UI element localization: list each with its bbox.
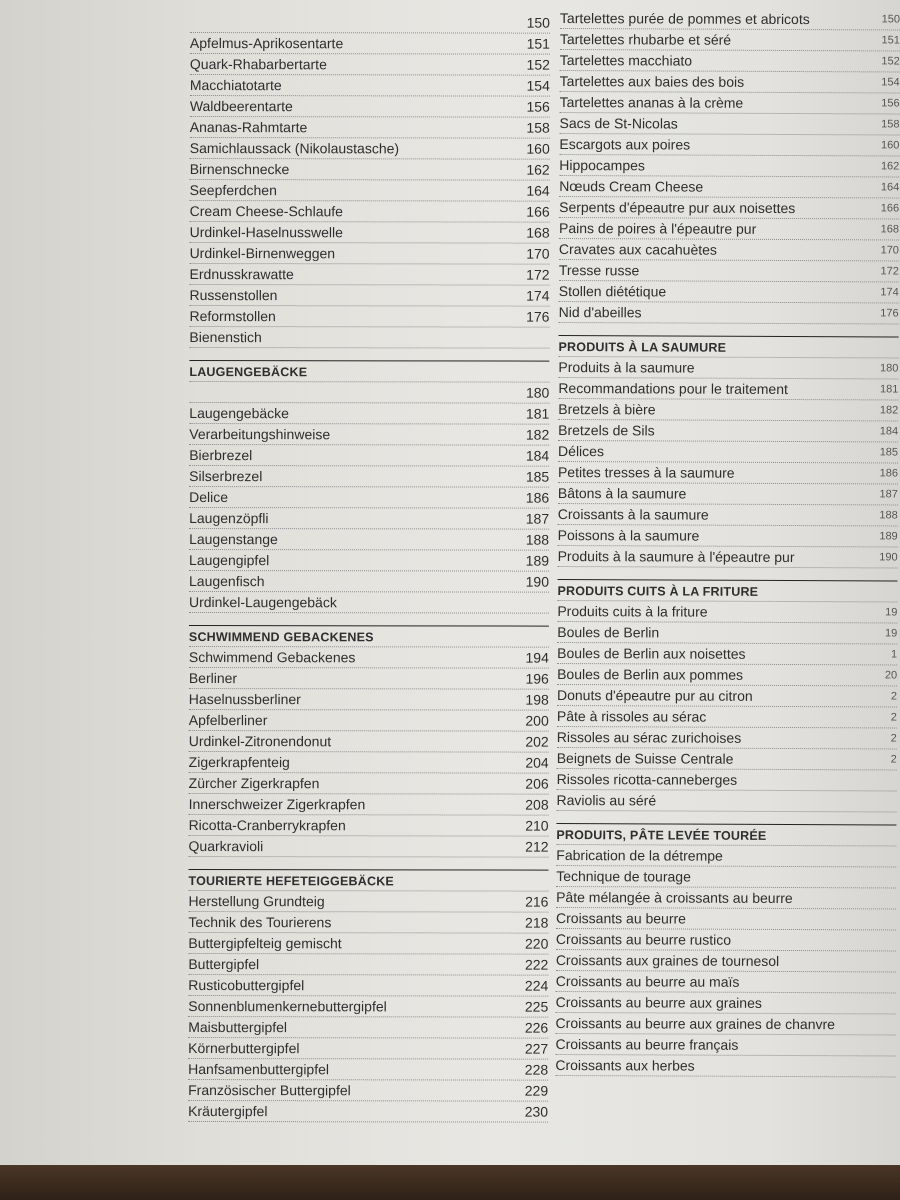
index-entry	[556, 929, 896, 951]
index-entry	[189, 571, 549, 593]
index-section	[556, 579, 897, 812]
entry-page-number: 198	[525, 691, 549, 708]
section-heading: PRODUITS CUITS À LA FRITURE	[557, 579, 897, 602]
index-entry	[556, 845, 896, 867]
index-entry	[189, 710, 549, 732]
entry-page-number: 212	[525, 838, 549, 855]
entry-page-number: 2	[890, 690, 898, 703]
entry-page-number: 204	[525, 754, 549, 771]
entry-page-number: 158	[881, 118, 900, 131]
entry-title: Fabrication de la détrempe	[556, 846, 723, 864]
index-entry	[189, 836, 549, 858]
entry-title: Reformstollen	[189, 307, 276, 325]
entry-page-number: 182	[525, 426, 550, 443]
entry-page-number: 188	[525, 531, 550, 548]
entry-page-number: 172	[880, 265, 899, 278]
index-entry	[560, 92, 900, 114]
index-entry	[189, 445, 549, 467]
entry-page-number: 176	[880, 307, 899, 320]
entry-page-number: 187	[879, 488, 898, 501]
index-entry	[555, 1055, 895, 1077]
entry-title: Délices	[558, 442, 605, 460]
entry-title: Französischer Buttergipfel	[188, 1081, 351, 1099]
entry-title: Innerschweizer Zigerkrapfen	[188, 795, 366, 813]
entry-title: Herstellung Grundteig	[188, 892, 325, 910]
entry-title: Tartelettes aux baies des bois	[559, 72, 745, 90]
index-entry	[558, 546, 898, 568]
entry-title: Croissants au beurre au maïs	[555, 972, 740, 990]
entry-title: Silserbrezel	[189, 467, 263, 485]
index-entry	[560, 29, 900, 51]
index-entry	[188, 933, 548, 955]
entry-title: Urdinkel-Laugengebäck	[188, 593, 337, 611]
index-entry	[189, 306, 549, 328]
entry-title: Cravates aux cacahuètes	[558, 240, 717, 258]
index-entry	[188, 954, 548, 976]
entry-page-number: 188	[879, 509, 898, 522]
entry-title: Laugenzöpfli	[189, 509, 269, 527]
index-section	[188, 869, 548, 1123]
index-entry	[189, 773, 549, 795]
index-entry	[189, 689, 549, 711]
entry-page-number: 154	[881, 76, 900, 89]
index-entry	[559, 113, 899, 135]
entry-title: Boules de Berlin aux noisettes	[557, 644, 746, 662]
entry-title: Croissants au beurre rustico	[555, 930, 732, 948]
index-entry	[560, 71, 900, 93]
index-entry	[190, 159, 550, 181]
entry-title: Buttergipfel	[188, 955, 260, 973]
entry-page-number: 225	[524, 998, 549, 1015]
entry-title: Nœuds Cream Cheese	[559, 177, 704, 195]
entry-title: Laugenstange	[189, 530, 278, 548]
index-entry	[556, 908, 896, 930]
entry-page-number: 151	[881, 34, 900, 47]
index-section	[558, 335, 899, 568]
entry-page-number: 182	[879, 404, 899, 417]
index-entry	[557, 601, 897, 623]
entry-page-number: 228	[524, 1061, 549, 1078]
entry-title: Quarkravioli	[188, 837, 264, 855]
entry-title: Apfelmus-Aprikosentarte	[189, 34, 344, 52]
entry-page-number: 174	[526, 287, 550, 304]
index-entry	[555, 1034, 895, 1056]
index-entry	[556, 790, 896, 812]
entry-title: Boules de Berlin aux pommes	[557, 665, 744, 683]
entry-page-number: 156	[881, 97, 900, 110]
entry-title: Croissants au beurre	[555, 909, 687, 927]
entry-page-number: 210	[525, 817, 549, 834]
entry-page-number: 187	[525, 510, 550, 527]
entry-page-number: 181	[879, 383, 899, 396]
index-entry	[557, 685, 897, 707]
entry-title: Delice	[189, 488, 229, 506]
entry-page-number: 184	[525, 447, 550, 464]
entry-title: Berliner	[188, 669, 238, 687]
entry-page-number: 160	[881, 139, 900, 152]
entry-title: Birnenschnecke	[189, 160, 290, 178]
entry-page-number: 170	[526, 245, 550, 262]
index-entry	[189, 327, 549, 349]
index-entry	[189, 550, 549, 572]
entry-page-number: 176	[526, 308, 550, 325]
entry-title: Boules de Berlin	[557, 623, 660, 641]
entry-title: Croissants au beurre aux graines de chanvre	[555, 1014, 835, 1033]
entry-title: Sonnenblumenkernebuttergipfel	[188, 997, 387, 1015]
entry-title: Maisbuttergipfel	[188, 1018, 288, 1036]
entry-page-number: 172	[526, 266, 550, 283]
index-entry	[189, 508, 549, 530]
index-entry	[190, 33, 550, 55]
index-entry	[559, 218, 899, 240]
entry-title: Ricotta-Cranberrykrapfen	[188, 816, 346, 834]
entry-page-number: 202	[525, 733, 549, 750]
index-entry	[559, 155, 899, 177]
index-entry	[556, 971, 896, 993]
entry-title: Seepferdchen	[189, 181, 277, 199]
entry-title: Schwimmend Gebackenes	[188, 648, 356, 666]
index-entry	[190, 54, 550, 76]
index-entry	[190, 138, 550, 160]
entry-page-number: 230	[524, 1103, 549, 1120]
entry-title: Sacs de St-Nicolas	[559, 114, 678, 132]
section-heading: LAUGENGEBÄCKE	[189, 360, 549, 383]
index-entry	[189, 668, 549, 690]
entry-page-number: 184	[879, 425, 899, 438]
entry-page-number: 218	[525, 914, 549, 931]
entry-title: Produits à la saumure	[558, 358, 695, 376]
entry-title: Bâtons à la saumure	[557, 484, 687, 502]
entry-page-number: 185	[879, 446, 899, 459]
section-heading: TOURIERTE HEFETEIGGEBÄCKE	[188, 869, 548, 892]
index-entry	[189, 592, 549, 614]
entry-page-number: 164	[880, 181, 900, 194]
entry-page-number: 20	[884, 669, 898, 682]
entry-page-number: 2	[890, 732, 897, 745]
entry-page-number: 194	[525, 649, 549, 666]
index-entry	[559, 281, 899, 303]
entry-title: Nid d'abeilles	[558, 303, 642, 321]
entry-title: Raviolis au séré	[556, 791, 657, 809]
index-entry	[188, 891, 548, 913]
entry-title: Waldbeerentarte	[189, 97, 293, 115]
index-entry	[188, 996, 548, 1018]
index-entry	[557, 727, 897, 749]
table-surface	[0, 1165, 900, 1200]
entry-title: Tartelettes ananas à la crème	[559, 93, 744, 111]
index-entry	[557, 664, 897, 686]
entry-title: Croissants au beurre français	[555, 1035, 739, 1053]
index-entry	[558, 420, 898, 442]
entry-title: Tresse russe	[558, 261, 640, 279]
french-index-column	[555, 8, 900, 1077]
entry-title: Apfelberliner	[188, 711, 268, 729]
entry-title: Urdinkel-Birnenweggen	[189, 244, 336, 262]
index-entry	[189, 382, 549, 404]
entry-title: Verarbeitungshinweise	[189, 425, 331, 443]
entry-page-number: 185	[525, 468, 550, 485]
entry-title: Bretzels de Sils	[558, 421, 655, 439]
index-entry	[557, 748, 897, 770]
entry-title: Hippocampes	[559, 156, 645, 174]
entry-title: Tartelettes purée de pommes et abricots	[559, 9, 810, 28]
entry-title: Croissants aux herbes	[555, 1056, 695, 1074]
index-entry	[189, 794, 549, 816]
entry-page-number: 180	[880, 362, 899, 375]
entry-title: Pains de poires à l'épeautre pur	[559, 219, 757, 237]
index-entry	[190, 180, 550, 202]
index-entry	[559, 197, 899, 219]
entry-page-number: 186	[525, 489, 550, 506]
entry-title: Petites tresses à la saumure	[557, 463, 735, 481]
index-entry	[189, 529, 549, 551]
entry-page-number: 189	[879, 530, 898, 543]
entry-page-number: 152	[526, 56, 550, 73]
entry-page-number: 19	[884, 627, 898, 640]
index-entry	[190, 201, 550, 223]
index-entry	[189, 731, 549, 753]
entry-title: Kräutergipfel	[188, 1102, 268, 1120]
index-entry	[190, 117, 550, 139]
entry-title: Technique de tourage	[556, 867, 691, 885]
entry-title: Urdinkel-Zitronendonut	[188, 732, 332, 750]
index-entry	[189, 424, 549, 446]
index-entry	[558, 399, 898, 421]
index-entry	[189, 815, 549, 837]
index-entry	[556, 866, 896, 888]
german-index-column	[188, 12, 550, 1123]
entry-title: Cream Cheese-Schlaufe	[189, 202, 343, 220]
entry-title: Hanfsamenbuttergipfel	[188, 1060, 330, 1078]
entry-page-number: 222	[524, 956, 549, 973]
entry-page-number: 227	[524, 1040, 549, 1057]
entry-page-number: 162	[880, 160, 900, 173]
entry-title: Croissants aux graines de tournesol	[555, 951, 780, 969]
entry-title: Rissoles au sérac zurichoises	[556, 728, 742, 746]
entry-title: Urdinkel-Haselnusswelle	[189, 223, 343, 241]
index-section	[189, 625, 549, 858]
entry-title: Macchiatotarte	[189, 76, 282, 94]
entry-title: Beignets de Suisse Centrale	[556, 749, 734, 767]
entry-page-number: 196	[525, 670, 549, 687]
entry-title: Laugengebäcke	[189, 404, 289, 422]
entry-title: Rusticobuttergipfel	[188, 976, 305, 994]
entry-page-number: 164	[526, 182, 550, 199]
entry-page-number: 156	[526, 98, 550, 115]
index-entry	[557, 643, 897, 665]
entry-page-number: 186	[879, 467, 898, 480]
index-entry	[560, 50, 900, 72]
index-entry	[188, 1017, 548, 1039]
entry-page-number: 166	[880, 202, 900, 215]
index-entry	[557, 769, 897, 791]
section-heading: PRODUITS, PÂTE LEVÉE TOURÉE	[556, 823, 896, 846]
index-entry	[189, 466, 549, 488]
index-entry	[189, 403, 549, 425]
entry-title: Zigerkrapfenteig	[188, 753, 290, 771]
entry-title: Serpents d'épeautre pur aux noisettes	[559, 198, 796, 217]
index-entry	[188, 975, 548, 997]
entry-page-number: 166	[526, 203, 550, 220]
entry-page-number: 200	[525, 712, 549, 729]
entry-title: Zürcher Zigerkrapfen	[188, 774, 320, 792]
entry-title: Haselnussberliner	[188, 690, 301, 708]
entry-page-number: 160	[526, 140, 550, 157]
entry-page-number: 190	[879, 551, 898, 564]
index-entry	[556, 1013, 896, 1035]
index-entry	[556, 950, 896, 972]
entry-title: Bretzels à bière	[558, 400, 656, 418]
index-entry	[190, 264, 550, 286]
entry-page-number: 151	[526, 35, 550, 52]
entry-title: Laugengipfel	[189, 551, 270, 569]
entry-title: Bienenstich	[189, 328, 262, 346]
entry-page-number: 216	[525, 893, 549, 910]
index-entry	[188, 912, 548, 934]
entry-title: Produits à la saumure à l'épeautre pur	[557, 547, 795, 566]
index-entry	[557, 706, 897, 728]
entry-title: Technik des Tourierens	[188, 913, 332, 931]
index-entry	[559, 134, 899, 156]
entry-title: Pâte mélangée à croissants au beurre	[556, 888, 793, 907]
entry-title: Rissoles ricotta-canneberges	[556, 770, 738, 788]
entry-title: Körnerbuttergipfel	[188, 1039, 300, 1057]
entry-title: Tartelettes macchiato	[559, 51, 693, 69]
index-entry	[190, 12, 550, 34]
entry-title: Pâte à rissoles au sérac	[556, 707, 707, 725]
entry-title: Erdnusskrawatte	[189, 265, 294, 283]
index-entry	[558, 525, 898, 547]
entry-page-number: 150	[881, 13, 900, 26]
entry-page-number: 152	[881, 55, 900, 68]
index-entry	[559, 302, 899, 324]
entry-page-number: 2	[890, 753, 897, 766]
entry-page-number: 168	[880, 223, 900, 236]
index-entry	[188, 1038, 548, 1060]
entry-page-number: 168	[526, 224, 550, 241]
index-entry	[560, 8, 900, 30]
index-entry	[558, 483, 898, 505]
entry-page-number: 19	[885, 606, 898, 619]
entry-page-number: 162	[526, 161, 550, 178]
entry-page-number: 224	[524, 977, 549, 994]
entry-page-number: 174	[880, 286, 899, 299]
entry-page-number: 190	[525, 573, 550, 590]
index-entry	[190, 96, 550, 118]
entry-page-number: 158	[526, 119, 550, 136]
entry-page-number: 220	[525, 935, 549, 952]
entry-page-number: 180	[525, 384, 550, 401]
entry-title: Donuts d'épeautre pur au citron	[556, 686, 753, 704]
index-entry	[556, 992, 896, 1014]
entry-page-number: 1	[891, 648, 898, 661]
section-heading: PRODUITS À LA SAUMURE	[558, 335, 898, 358]
index-entry	[558, 357, 898, 379]
index-entry	[188, 1101, 548, 1123]
section-heading: SCHWIMMEND GEBACKENES	[189, 625, 549, 648]
entry-page-number: 206	[525, 775, 549, 792]
entry-title: Ananas-Rahmtarte	[189, 118, 308, 136]
index-entry	[188, 1059, 548, 1081]
entry-title: Russenstollen	[189, 286, 278, 304]
index-section	[555, 823, 896, 1077]
index-section	[189, 360, 549, 614]
index-entry	[189, 647, 549, 669]
entry-page-number: 229	[524, 1082, 549, 1099]
index-entry	[190, 75, 550, 97]
index-entry	[557, 622, 897, 644]
index-entry	[558, 504, 898, 526]
index-entry	[558, 378, 898, 400]
index-entry	[188, 1080, 548, 1102]
entry-title: Escargots aux poires	[559, 135, 691, 153]
entry-title: Poissons à la saumure	[557, 526, 700, 544]
index-entry	[189, 285, 549, 307]
entry-title: Croissants au beurre aux graines	[555, 993, 762, 1011]
entry-page-number: 226	[524, 1019, 549, 1036]
entry-page-number: 181	[525, 405, 550, 422]
index-entry	[558, 462, 898, 484]
entry-title: Bierbrezel	[189, 446, 253, 464]
entry-title: Quark-Rhabarbertarte	[189, 55, 327, 73]
index-entry	[189, 752, 549, 774]
entry-page-number: 170	[880, 244, 899, 257]
entry-title: Recommandations pour le traitement	[558, 379, 788, 397]
index-entry	[190, 222, 550, 244]
entry-page-number: 2	[890, 711, 897, 724]
index-entry	[558, 441, 898, 463]
index-entry	[190, 243, 550, 265]
entry-page-number: 189	[525, 552, 550, 569]
entry-page-number: 208	[525, 796, 549, 813]
entry-page-number: 154	[526, 77, 550, 94]
entry-title: Produits cuits à la friture	[557, 602, 708, 620]
entry-title: Stollen diététique	[558, 282, 667, 300]
entry-title: Laugenfisch	[188, 572, 265, 590]
entry-title: Croissants à la saumure	[557, 505, 709, 523]
index-entry	[556, 887, 896, 909]
index-entry	[559, 176, 899, 198]
entry-title: Samichlaussack (Nikolaustasche)	[189, 139, 400, 157]
entry-title: Buttergipfelteig gemischt	[188, 934, 342, 952]
index-entry	[559, 239, 899, 261]
index-entry	[189, 487, 549, 509]
index-entry	[559, 260, 899, 282]
entry-page-number: 150	[526, 14, 550, 31]
entry-title: Tartelettes rhubarbe et séré	[559, 30, 732, 48]
